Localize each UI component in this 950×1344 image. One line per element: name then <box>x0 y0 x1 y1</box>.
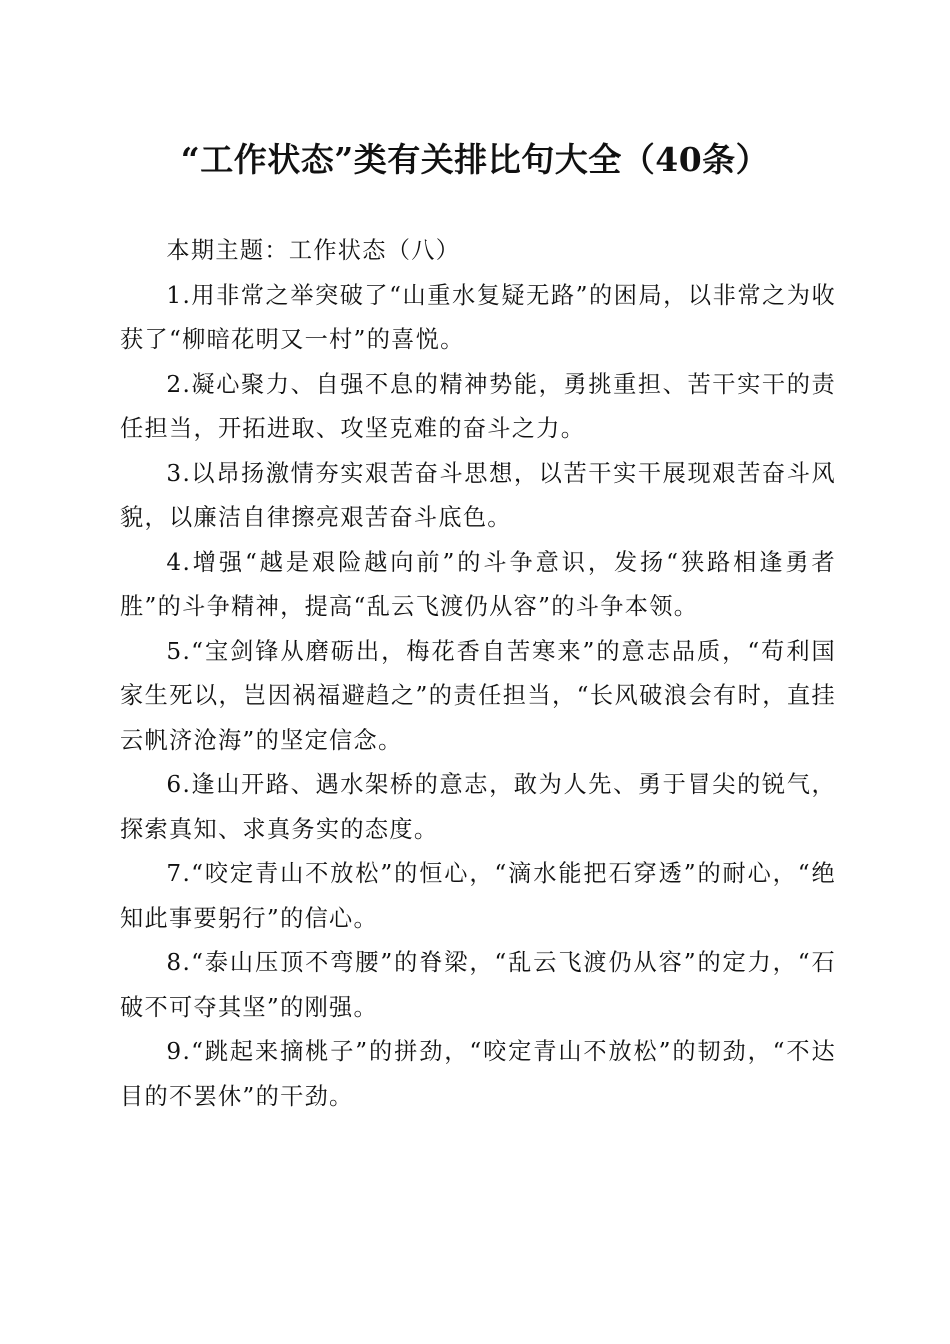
theme-line: 本期主题：工作状态（八） <box>166 237 461 264</box>
paragraph-7: 7.“咬定青山不放松”的恒心，“滴水能把石穿透”的耐心，“绝知此事要躬行”的信心。 <box>120 860 836 932</box>
paragraph-8: 8.“泰山压顶不弯腰”的脊梁，“乱云飞渡仍从容”的定力，“石破不可夺其坚”的刚强。 <box>120 949 836 1021</box>
paragraph-2: 2.凝心聚力、自强不息的精神势能，勇挑重担、苦干实干的责任担当，开拓进取、攻坚克难的奋斗之力。 <box>120 370 836 442</box>
paragraph-1: 1.用非常之举突破了“山重水复疑无路”的困局，以非常之为收获了“柳暗花明又一村”的喜悦。 <box>120 281 836 353</box>
paragraph-9: 9.“跳起来摘桃子”的拼劲，“咬定青山不放松”的韧劲，“不达目的不罢休”的干劲。 <box>120 1038 836 1110</box>
document-body <box>120 229 836 1119</box>
paragraph-4: 4.增强“越是艰险越向前”的斗争意识，发扬“狭路相逢勇者胜”的斗争精神，提高“乱云飞渡仍从容”的斗争本领。 <box>120 548 836 620</box>
paragraph-3: 3.以昂扬激情夯实艰苦奋斗思想，以苦干实干展现艰苦奋斗风貌，以廉洁自律擦亮艰苦奋斗底色。 <box>120 459 836 531</box>
paragraph-6: 6.逢山开路、遇水架桥的意志，敢为人先、勇于冒尖的锐气，探索真知、求真务实的态度。 <box>120 771 836 843</box>
paragraph-5: 5.“宝剑锋从磨砺出，梅花香自苦寒来”的意志品质，“苟利国家生死以，岂因祸福避趋之”的责任担当，“长风破浪会有时，直挂云帆济沧海”的坚定信念。 <box>120 637 836 754</box>
document-title: “工作状态”类有关排比句大全（40条） <box>180 140 770 179</box>
